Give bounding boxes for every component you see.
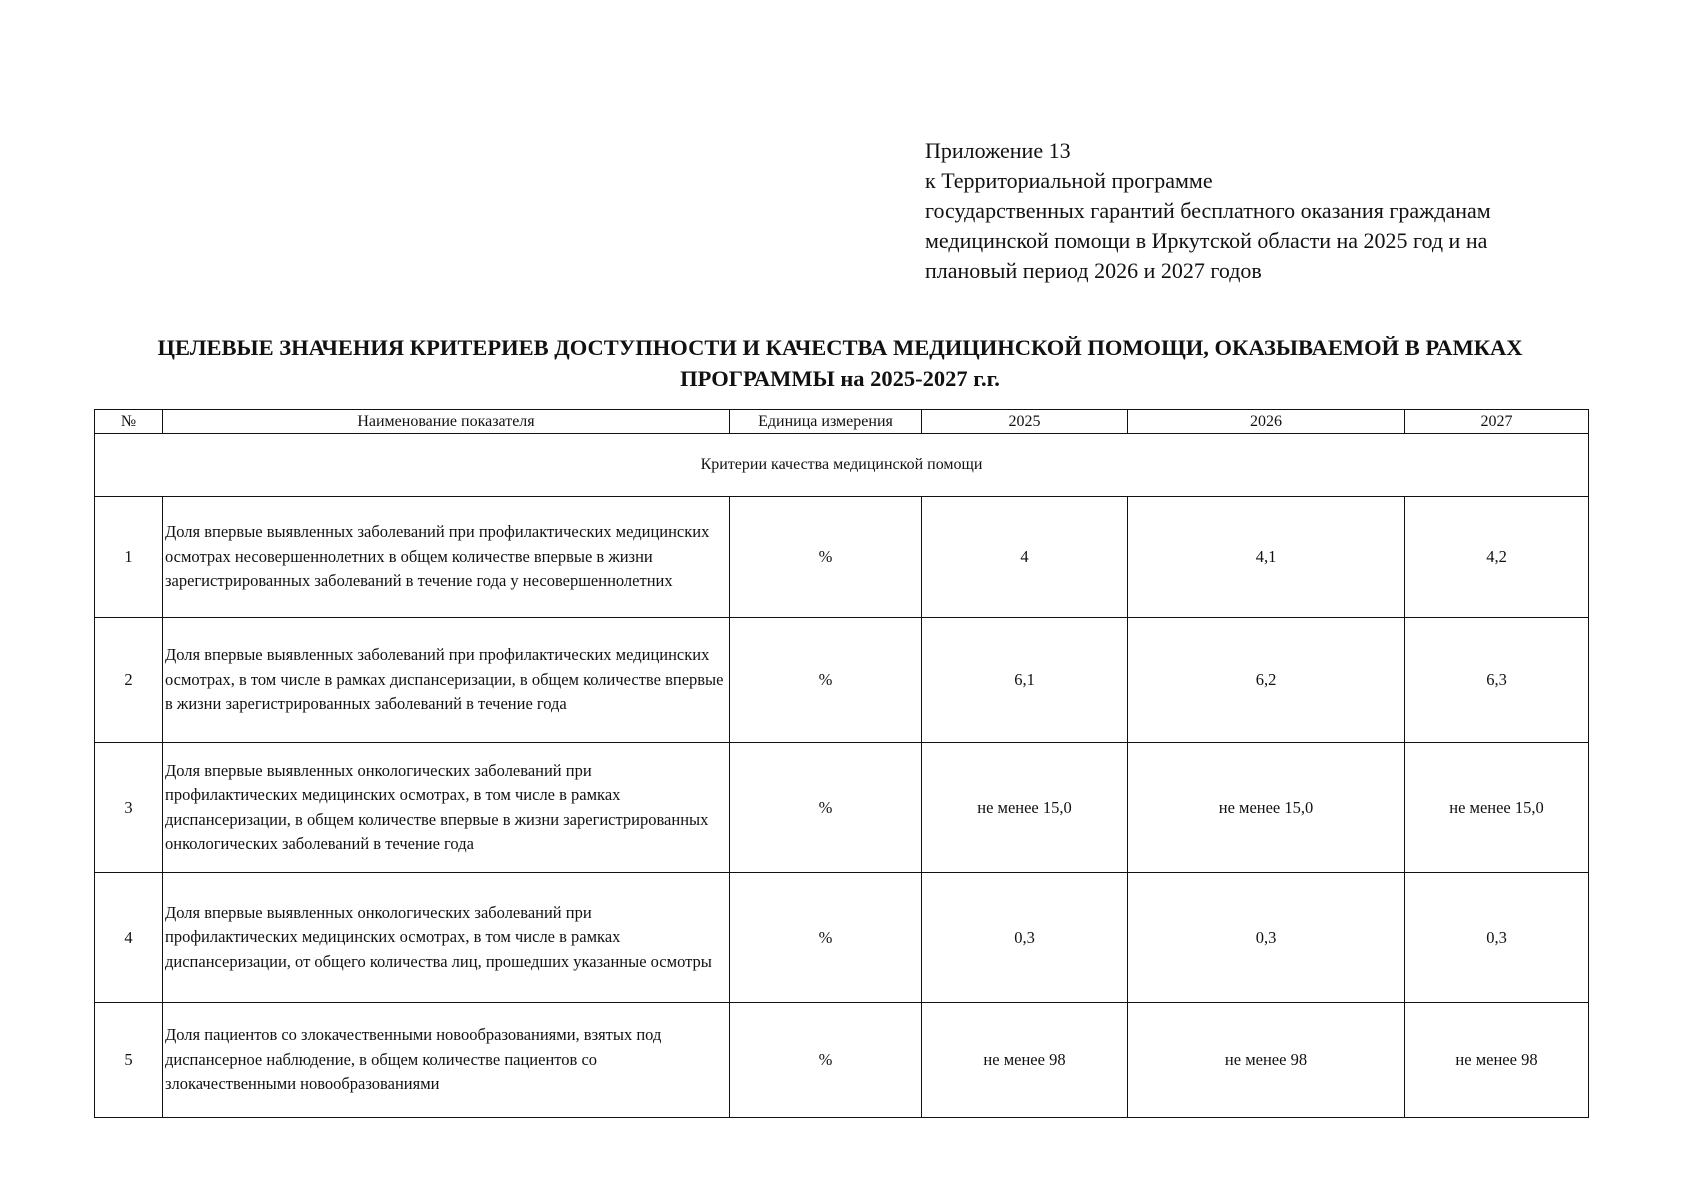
annex-block — [925, 136, 1625, 286]
value-2025: 4 — [922, 497, 1128, 618]
value-2025: 6,1 — [922, 618, 1128, 743]
unit-cell: % — [730, 1003, 922, 1118]
indicator-name: Доля впервые выявленных заболеваний при профилактических медицинских осмотрах несовершеннолетних в общем количестве впервые в жизни зарегистрированных заболеваний в течение года у несовершеннолетних — [163, 497, 730, 618]
annex-line: государственных гарантий бесплатного оказания гражданам — [925, 198, 1491, 223]
criteria-table — [94, 409, 1589, 1118]
value-2026: не менее 15,0 — [1128, 743, 1405, 873]
annex-line: Приложение 13 — [925, 138, 1071, 163]
unit-cell: % — [730, 497, 922, 618]
header-year-2026: 2026 — [1128, 410, 1405, 434]
row-number: 2 — [95, 618, 163, 743]
value-2027: 0,3 — [1405, 873, 1589, 1003]
value-2027: 4,2 — [1405, 497, 1589, 618]
indicator-name: Доля впервые выявленных онкологических заболеваний при профилактических медицинских осмотрах, в том числе в рамках диспансеризации, от общего количества лиц, прошедших указанные осмотры — [163, 873, 730, 1003]
table-row — [95, 873, 1589, 1003]
table-row — [95, 497, 1589, 618]
unit-cell: % — [730, 618, 922, 743]
annex-line: к Территориальной программе — [925, 168, 1213, 193]
table-header-row — [95, 410, 1589, 434]
annex-line: плановый период 2026 и 2027 годов — [925, 258, 1262, 283]
section-row — [95, 434, 1589, 497]
header-year-2025: 2025 — [922, 410, 1128, 434]
row-number: 4 — [95, 873, 163, 1003]
header-number: № — [95, 410, 163, 434]
value-2026: 4,1 — [1128, 497, 1405, 618]
value-2027: не менее 98 — [1405, 1003, 1589, 1118]
value-2026: 0,3 — [1128, 873, 1405, 1003]
value-2027: 6,3 — [1405, 618, 1589, 743]
value-2025: не менее 15,0 — [922, 743, 1128, 873]
value-2027: не менее 15,0 — [1405, 743, 1589, 873]
annex-line: медицинской помощи в Иркутской области на 2025 год и на — [925, 228, 1488, 253]
section-title: Критерии качества медицинской помощи — [95, 434, 1589, 497]
document-title-line: ПРОГРАММЫ на 2025-2027 г.г. — [680, 366, 1000, 391]
header-unit: Единица измерения — [730, 410, 922, 434]
document-title-line: ЦЕЛЕВЫЕ ЗНАЧЕНИЯ КРИТЕРИЕВ ДОСТУПНОСТИ И КАЧЕСТВА МЕДИЦИНСКОЙ ПОМОЩИ, ОКАЗЫВАЕМОЙ В РАМКАХ — [157, 335, 1523, 360]
table-row — [95, 743, 1589, 873]
indicator-name: Доля впервые выявленных онкологических заболеваний при профилактических медицинских осмотрах, в том числе в рамках диспансеризации, в общем количестве впервые в жизни зарегистрированных онкологических заболеваний в течение года — [163, 743, 730, 873]
value-2025: 0,3 — [922, 873, 1128, 1003]
indicator-name: Доля пациентов со злокачественными новообразованиями, взятых под диспансерное наблюдение, в общем количестве пациентов со злокачественными новообразованиями — [163, 1003, 730, 1118]
table-row — [95, 1003, 1589, 1118]
document-title — [90, 332, 1590, 394]
row-number: 5 — [95, 1003, 163, 1118]
table-row — [95, 618, 1589, 743]
header-indicator-name: Наименование показателя — [163, 410, 730, 434]
header-year-2027: 2027 — [1405, 410, 1589, 434]
indicator-name: Доля впервые выявленных заболеваний при профилактических медицинских осмотрах, в том числе в рамках диспансеризации, в общем количестве впервые в жизни зарегистрированных заболеваний в течение года — [163, 618, 730, 743]
unit-cell: % — [730, 743, 922, 873]
unit-cell: % — [730, 873, 922, 1003]
value-2026: 6,2 — [1128, 618, 1405, 743]
row-number: 3 — [95, 743, 163, 873]
value-2025: не менее 98 — [922, 1003, 1128, 1118]
value-2026: не менее 98 — [1128, 1003, 1405, 1118]
row-number: 1 — [95, 497, 163, 618]
